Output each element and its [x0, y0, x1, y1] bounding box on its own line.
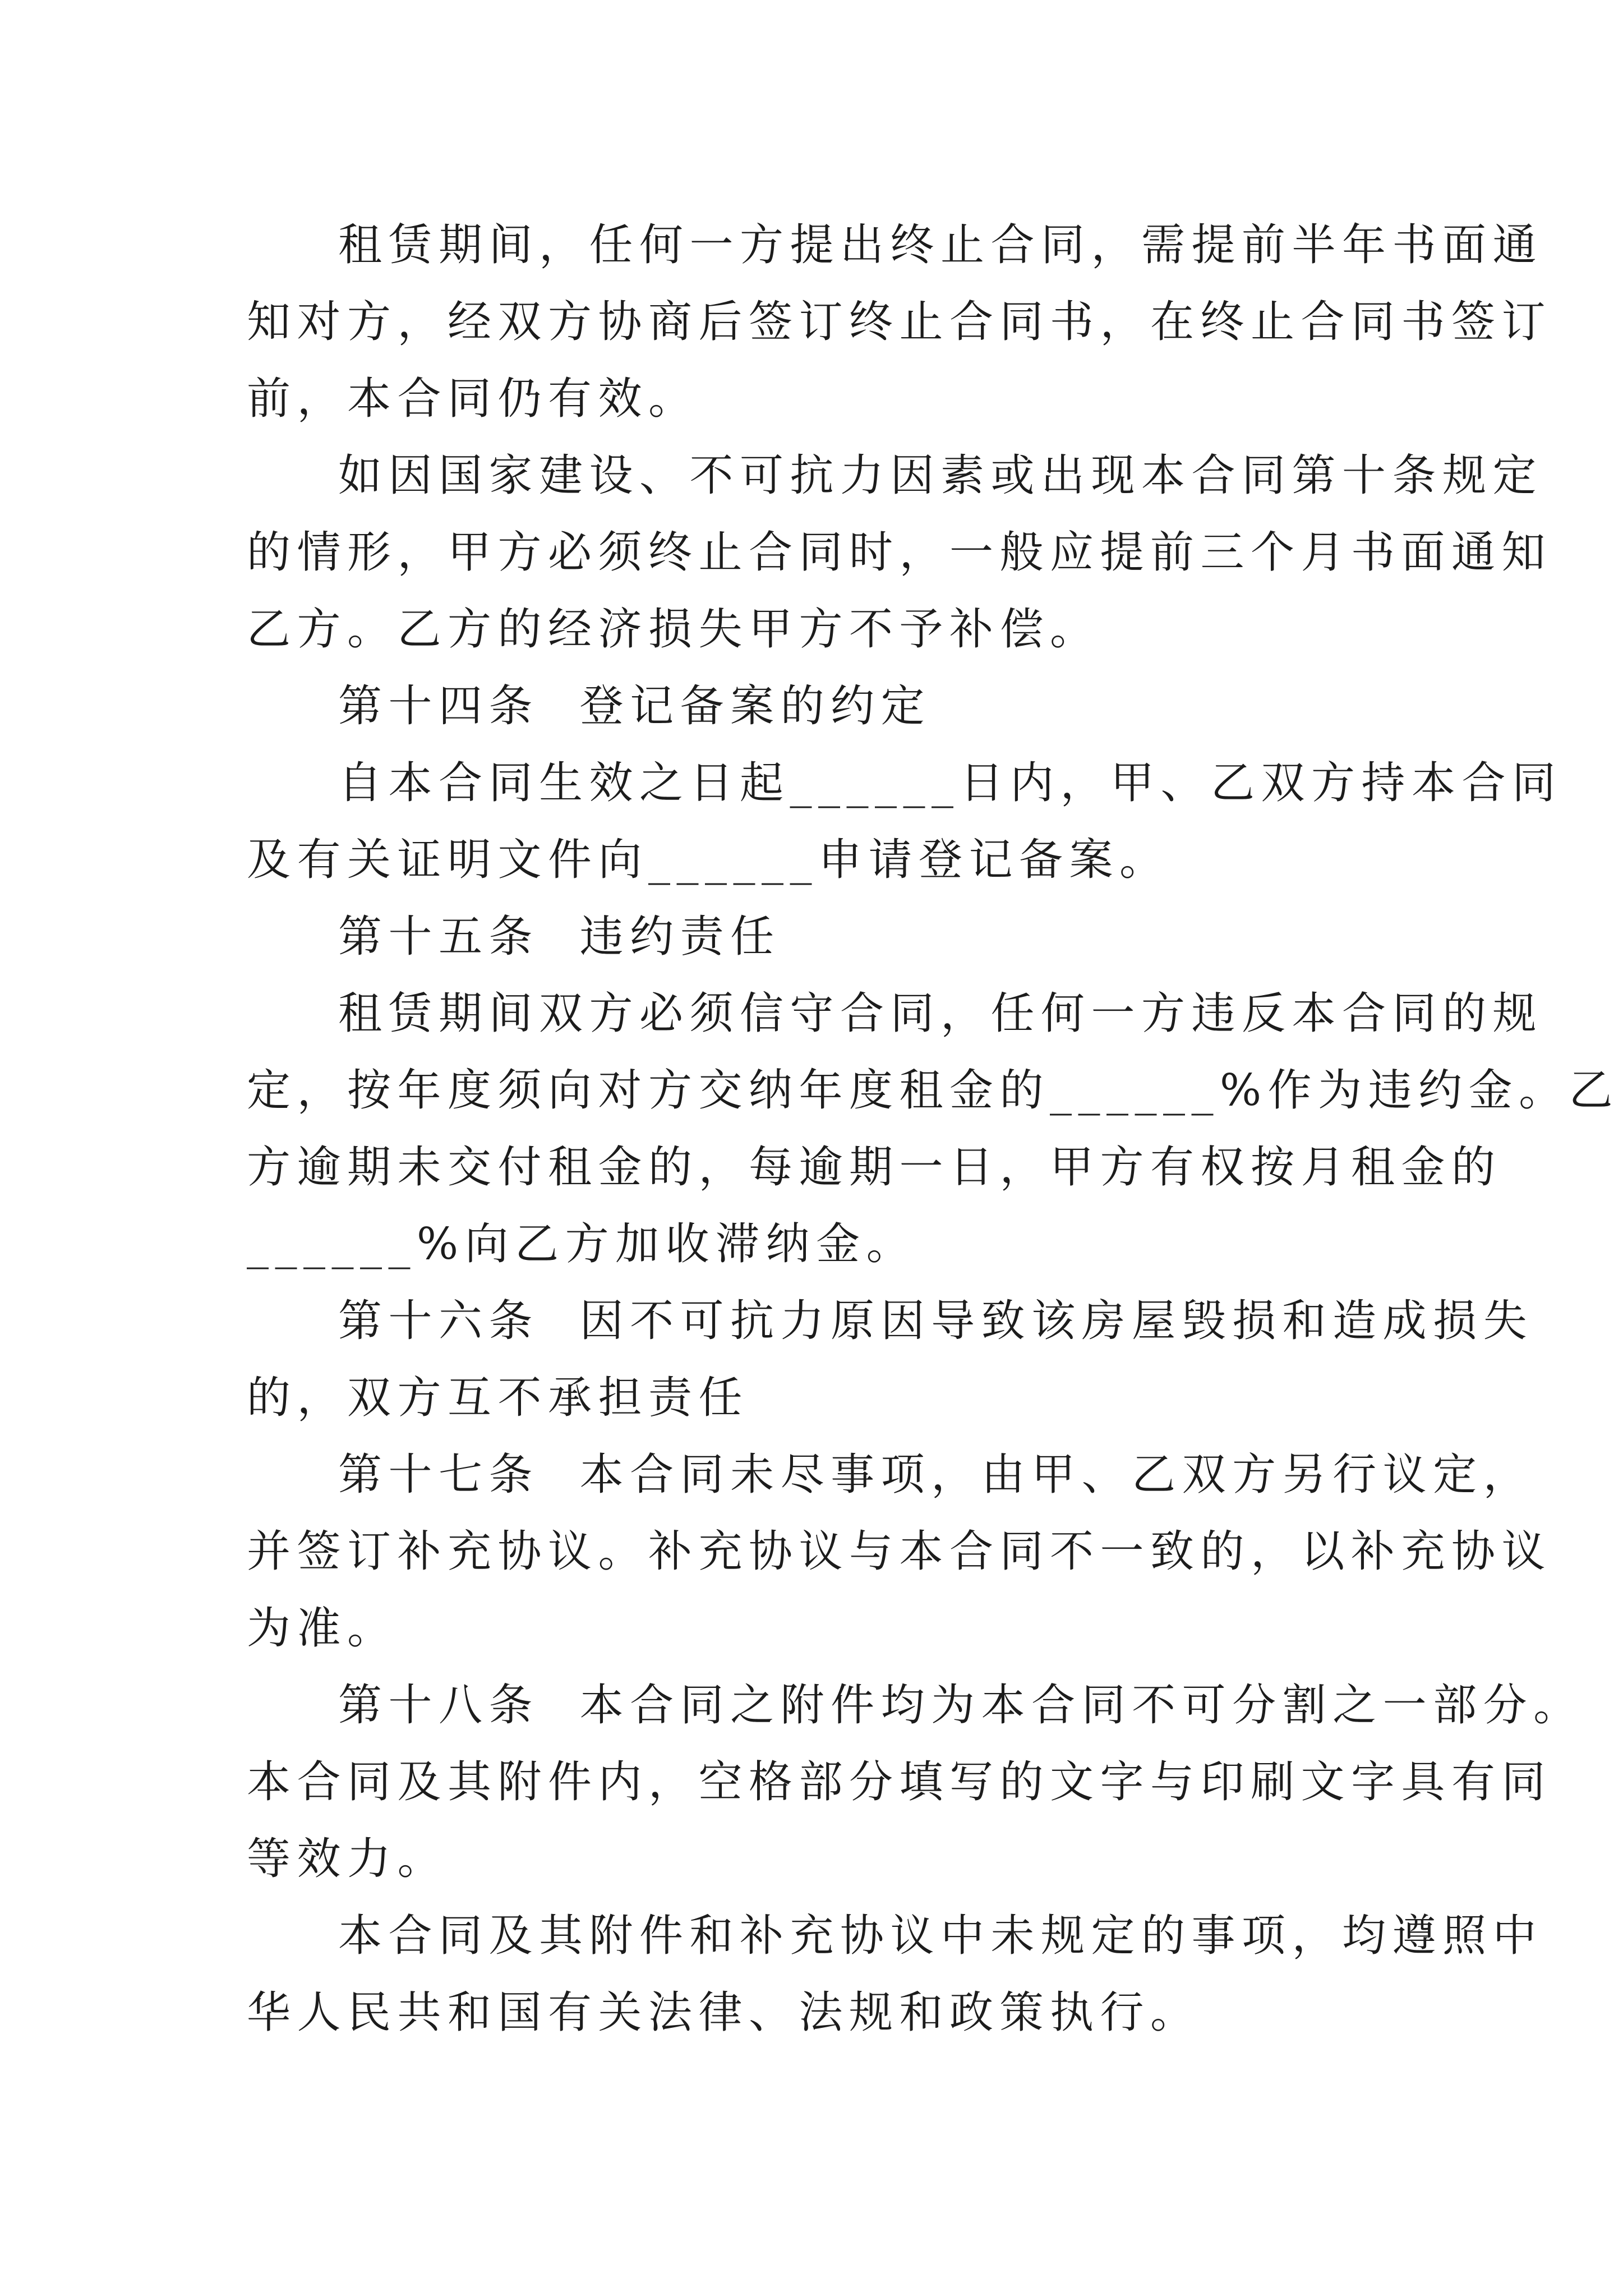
- text-line: 定，按年度须向对方交纳年度租金的______%作为违约金。乙: [247, 1065, 1620, 1116]
- text-line: 如因国家建设、不可抗力因素或出现本合同第十条规定: [338, 450, 1543, 501]
- text-line: 本合同及其附件和补充协议中未规定的事项，均遵照中: [338, 1911, 1543, 1961]
- text-line: 并签订补充协议。补充协议与本合同不一致的，以补充协议: [247, 1526, 1552, 1577]
- article-heading: 第十七条 本合同未尽事项，由甲、乙双方另行议定，: [338, 1450, 1534, 1500]
- text-line: 租赁期间，任何一方提出终止合同，需提前半年书面通: [338, 220, 1543, 270]
- text-line: 等效力。: [247, 1834, 448, 1884]
- article-heading: 第十四条 登记备案的约定: [338, 681, 932, 731]
- text-line: 知对方，经双方协商后签订终止合同书，在终止合同书签订: [247, 297, 1552, 347]
- text-line: 本合同及其附件内，空格部分填写的文字与印刷文字具有同: [247, 1757, 1552, 1807]
- text-line: 租赁期间双方必须信守合同，任何一方违反本合同的规: [338, 988, 1543, 1039]
- text-line: 的情形，甲方必须终止合同时，一般应提前三个月书面通知: [247, 527, 1552, 578]
- text-line: 乙方。乙方的经济损失甲方不予补偿。: [247, 604, 1100, 655]
- text-line: 方逾期未交付租金的，每逾期一日，甲方有权按月租金的: [247, 1142, 1502, 1193]
- article-heading: 第十八条 本合同之附件均为本合同不可分割之一部分。: [338, 1680, 1584, 1731]
- text-line: 前，本合同仍有效。: [247, 374, 699, 424]
- text-line: ______%向乙方加收滞纳金。: [247, 1219, 917, 1269]
- text-line: 自本合同生效之日起______日内，甲、乙双方持本合同: [338, 758, 1562, 808]
- article-heading: 第十六条 因不可抗力原因导致该房屋毁损和造成损失: [338, 1296, 1534, 1346]
- text-line: 为准。: [247, 1603, 398, 1654]
- text-line: 华人民共和国有关法律、法规和政策执行。: [247, 1987, 1201, 2038]
- article-heading: 第十五条 违约责任: [338, 912, 781, 962]
- text-line: 及有关证明文件向______申请登记备案。: [247, 835, 1170, 885]
- text-line: 的，双方互不承担责任: [247, 1373, 749, 1423]
